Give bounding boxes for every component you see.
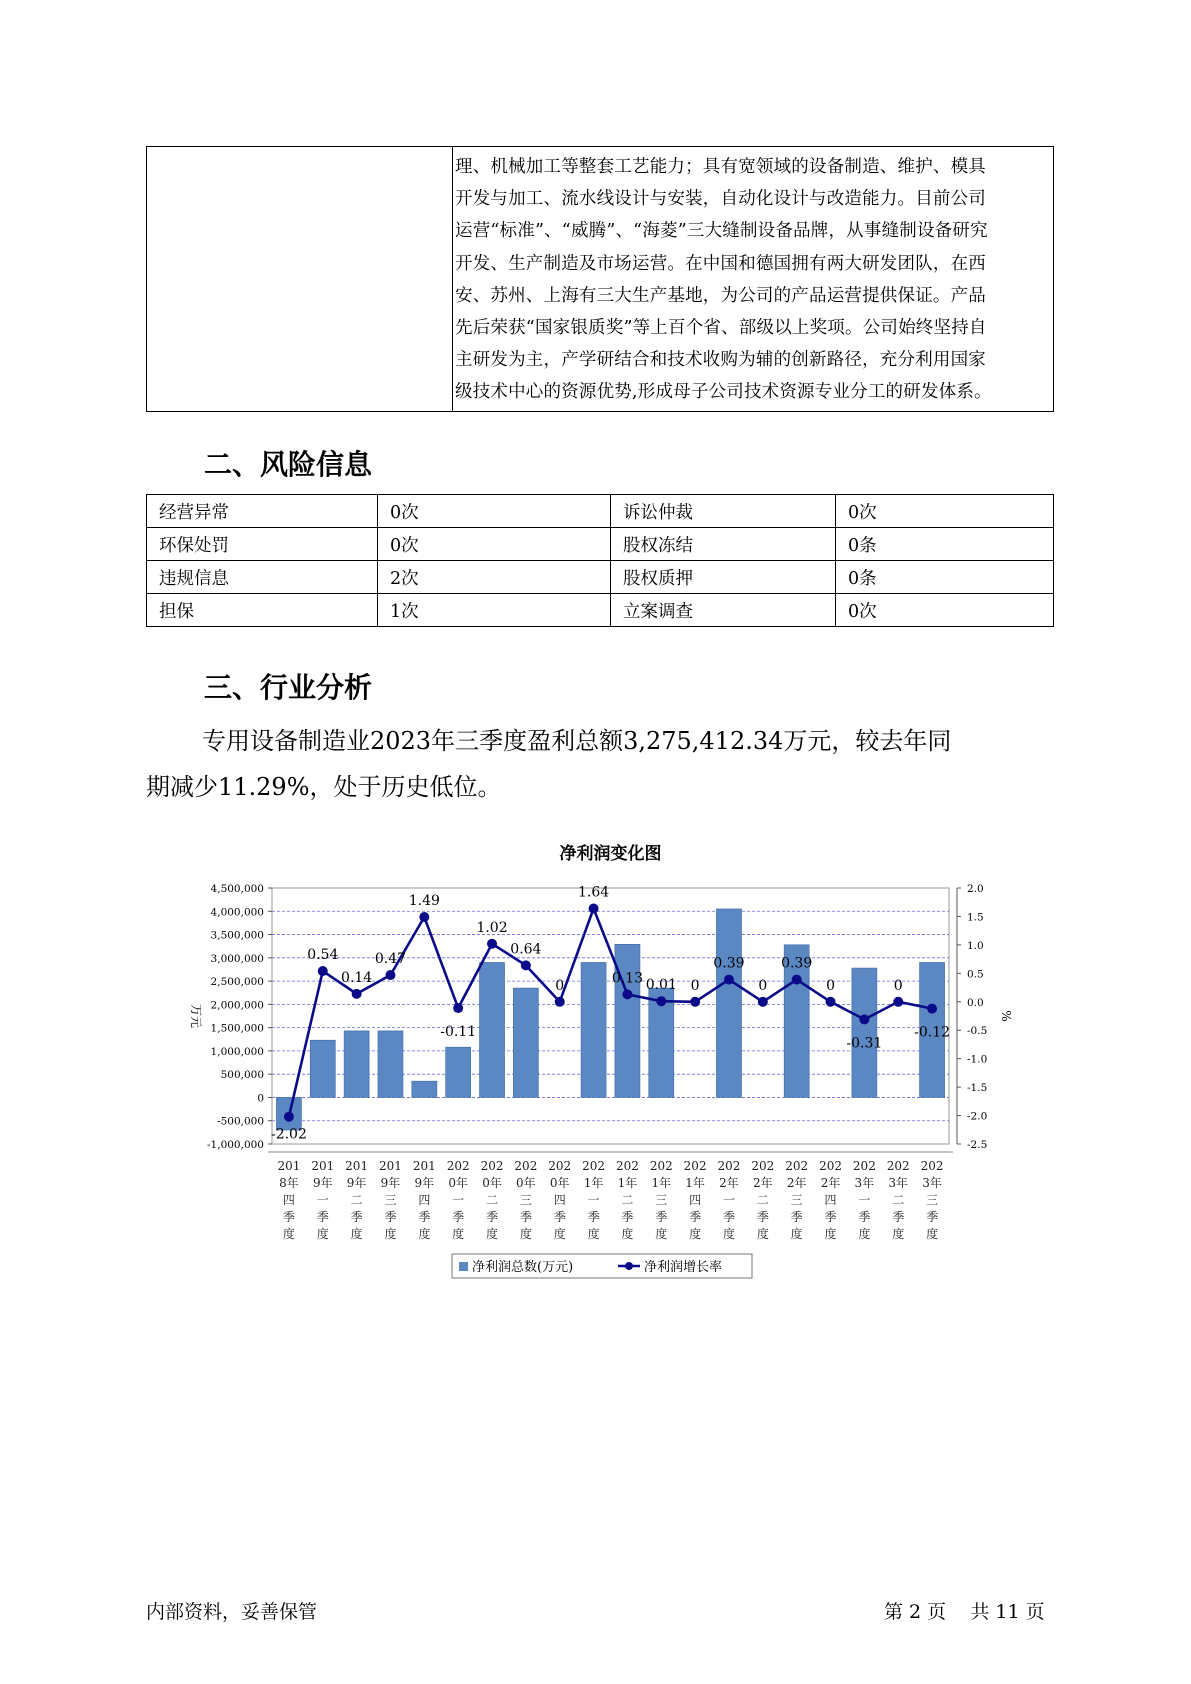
x-tick-label: 202	[819, 1159, 842, 1173]
x-tick-label: 三	[926, 1193, 939, 1207]
growth-data-label: 0	[690, 977, 700, 994]
x-tick-label: 1年	[651, 1176, 672, 1190]
y-left-tick-label: 4,000,000	[210, 906, 264, 919]
growth-data-label: 0.39	[781, 955, 813, 972]
growth-point	[284, 1112, 294, 1122]
y-left-tick-label: 3,000,000	[210, 952, 264, 965]
growth-data-label: 0.01	[645, 977, 677, 994]
growth-data-label: 0.64	[510, 941, 542, 958]
x-tick-label: 度	[790, 1227, 803, 1241]
risk-value: 0条	[836, 528, 1054, 561]
x-tick-label: 1年	[685, 1176, 705, 1190]
x-tick-label: 季	[553, 1210, 566, 1224]
y-right-tick-label: -1.0	[967, 1053, 988, 1066]
footer-page-number: 第 2 页 共 11 页	[884, 1601, 1045, 1623]
x-tick-label: 二	[486, 1193, 499, 1207]
y-left-tick-label: 3,500,000	[210, 929, 264, 942]
chart-title: 净利润变化图	[559, 844, 662, 864]
x-tick-label: 2年	[753, 1176, 773, 1190]
growth-point	[487, 939, 497, 949]
table-row	[147, 594, 1054, 627]
x-tick-label: 度	[655, 1227, 668, 1241]
bar	[310, 1040, 335, 1097]
x-tick-label: 202	[717, 1159, 741, 1173]
x-tick-label: 度	[621, 1227, 634, 1241]
x-tick-label: 度	[858, 1227, 871, 1241]
y-right-tick-label: -1.5	[967, 1082, 988, 1095]
intro-line: 先后荣获“国家银质奖”等上百个省、部级以上奖项。公司始终坚持自	[455, 318, 987, 339]
x-tick-label: 202	[514, 1159, 538, 1173]
industry-paragraph-line: 期减少11.29%，处于历史低位。	[146, 773, 502, 801]
x-tick-label: 度	[722, 1227, 735, 1241]
growth-point	[826, 997, 836, 1007]
growth-point	[453, 1003, 463, 1013]
intro-line: 主研发为主，产学研结合和技术收购为辅的创新路径，充分利用国家	[455, 350, 986, 371]
growth-data-label: 0.47	[374, 951, 407, 968]
x-tick-label: 二	[756, 1193, 769, 1207]
x-tick-label: 季	[418, 1210, 431, 1224]
x-tick-label: 度	[316, 1227, 329, 1241]
risk-value: 0次	[836, 495, 1054, 528]
x-tick-label: 度	[452, 1227, 465, 1241]
footer-confidential: 内部资料，妥善保管	[146, 1601, 318, 1623]
growth-point	[792, 975, 802, 985]
x-tick-label: 二	[621, 1193, 634, 1207]
x-tick-label: 2年	[786, 1176, 807, 1190]
risk-heading: 二、风险信息	[204, 448, 373, 481]
risk-label: 诉讼仲裁	[611, 495, 836, 528]
x-tick-label: 一	[316, 1193, 329, 1207]
intro-text-cell	[453, 147, 1054, 412]
y-right-tick-label: 0.5	[967, 968, 984, 981]
legend-line-label: 净利润增长率	[644, 1260, 723, 1275]
company-intro-table	[146, 146, 1054, 412]
x-tick-label: 季	[689, 1210, 702, 1224]
legend-line-marker	[625, 1262, 633, 1270]
x-tick-label: 3年	[888, 1176, 909, 1190]
growth-data-label: -0.12	[914, 1024, 951, 1041]
x-tick-label: 202	[649, 1159, 673, 1173]
y-right-tick-label: -2.0	[967, 1110, 988, 1123]
risk-table	[146, 494, 1054, 627]
x-tick-label: 202	[785, 1159, 809, 1173]
x-tick-label: 季	[587, 1210, 600, 1224]
x-tick-label: 三	[655, 1193, 668, 1207]
bar	[480, 962, 505, 1097]
y-left-tick-label: 500,000	[220, 1069, 264, 1082]
growth-point	[352, 989, 362, 999]
x-tick-label: 202	[683, 1159, 707, 1173]
x-tick-label: 202	[480, 1159, 504, 1173]
y-left-tick-label: 2,000,000	[210, 999, 264, 1012]
x-tick-label: 9年	[414, 1176, 435, 1190]
growth-data-label: 0	[826, 977, 835, 994]
x-tick-label: 202	[920, 1159, 944, 1173]
y-left-axis-title: 万元	[189, 1003, 203, 1029]
x-tick-label: 三	[384, 1193, 397, 1207]
risk-value: 1次	[378, 594, 611, 627]
x-tick-label: 9年	[312, 1176, 333, 1190]
risk-value: 0次	[836, 594, 1054, 627]
growth-point	[318, 966, 328, 976]
x-tick-label: 0年	[448, 1176, 468, 1190]
y-left-tick-label: 1,500,000	[210, 1022, 264, 1035]
risk-value: 0条	[836, 561, 1054, 594]
y-left-tick-label: -500,000	[217, 1115, 264, 1128]
growth-point	[555, 997, 565, 1007]
risk-label: 经营异常	[147, 495, 378, 528]
growth-data-label: 0	[758, 977, 768, 994]
x-tick-label: 四	[689, 1193, 702, 1207]
industry-heading: 三、行业分析	[204, 671, 373, 704]
x-tick-label: 一	[722, 1193, 735, 1207]
bar	[412, 1081, 437, 1097]
growth-point	[589, 903, 599, 913]
x-tick-label: 度	[384, 1227, 397, 1241]
growth-point	[690, 997, 700, 1007]
y-right-tick-label: 0.0	[967, 996, 984, 1009]
bar	[344, 1031, 369, 1098]
growth-point	[893, 997, 903, 1007]
x-tick-label: 度	[418, 1227, 431, 1241]
x-tick-label: 季	[316, 1210, 329, 1224]
bar	[615, 944, 640, 1097]
risk-value: 0次	[378, 528, 611, 561]
x-tick-label: 四	[282, 1193, 295, 1207]
x-tick-label: 季	[282, 1210, 295, 1224]
growth-point	[859, 1014, 869, 1024]
intro-line: 开发、生产制造及市场运营。在中国和德国拥有两大研发团队，在西	[455, 253, 986, 274]
growth-point	[724, 975, 734, 985]
industry-paragraph-line: 专用设备制造业2023年三季度盈利总额3,275,412.34万元，较去年同	[202, 727, 952, 755]
risk-label: 立案调查	[611, 594, 836, 627]
x-tick-label: 0年	[516, 1176, 536, 1190]
bar	[378, 1031, 403, 1098]
intro-label-cell	[147, 147, 453, 412]
x-tick-label: 1年	[617, 1176, 638, 1190]
x-tick-label: 9年	[380, 1176, 401, 1190]
growth-point	[656, 996, 666, 1006]
x-tick-label: 度	[519, 1227, 532, 1241]
x-tick-label: 3年	[854, 1176, 875, 1190]
growth-data-label: 0.39	[713, 955, 745, 972]
bar	[446, 1047, 471, 1097]
y-left-tick-label: 0	[257, 1092, 264, 1105]
bar	[716, 909, 741, 1098]
intro-line: 安、苏州、上海有三大生产基地，为公司的产品运营提供保证。产品	[455, 285, 986, 306]
growth-point	[622, 989, 632, 999]
x-tick-label: 201	[345, 1159, 369, 1173]
x-tick-label: 度	[926, 1227, 939, 1241]
growth-data-label: -0.31	[846, 1035, 883, 1052]
x-tick-label: 度	[689, 1227, 702, 1241]
x-tick-label: 一	[858, 1193, 871, 1207]
net-profit-chart	[176, 832, 1016, 1302]
x-tick-label: 季	[892, 1210, 905, 1224]
bar	[581, 962, 606, 1097]
y-right-tick-label: 1.0	[967, 939, 984, 952]
growth-data-label: 1.64	[577, 884, 610, 901]
legend-bar-swatch	[459, 1262, 468, 1271]
x-tick-label: 度	[553, 1227, 566, 1241]
growth-point	[419, 912, 429, 922]
y-right-axis-title: %	[999, 1010, 1013, 1022]
intro-line: 开发与加工、流水线设计与安装，自动化设计与改造能力。目前公司	[455, 189, 986, 210]
growth-point	[927, 1004, 937, 1014]
growth-data-label: -2.02	[270, 1126, 307, 1143]
x-tick-label: 四	[824, 1193, 837, 1207]
intro-line: 运营“标准”、“威腾”、“海菱”三大缝制设备品牌，从事缝制设备研究	[455, 221, 988, 242]
y-right-tick-label: 2.0	[967, 883, 984, 895]
risk-label: 违规信息	[147, 561, 378, 594]
x-tick-label: 二	[350, 1193, 363, 1207]
x-tick-label: 度	[892, 1227, 905, 1241]
x-tick-label: 1年	[583, 1176, 604, 1190]
x-tick-label: 202	[446, 1159, 470, 1173]
bar	[513, 988, 538, 1097]
x-tick-label: 0年	[549, 1176, 570, 1190]
x-tick-label: 202	[852, 1159, 876, 1173]
growth-data-label: 0.14	[341, 969, 373, 986]
y-right-tick-label: -2.5	[967, 1139, 988, 1151]
growth-data-label: 1.02	[476, 919, 508, 936]
x-tick-label: 8年	[279, 1176, 299, 1190]
y-left-tick-label: 2,500,000	[210, 976, 264, 989]
y-right-tick-label: -0.5	[967, 1025, 988, 1038]
y-left-tick-label: -1,000,000	[207, 1139, 264, 1151]
table-row	[147, 528, 1054, 561]
x-tick-label: 季	[722, 1210, 735, 1224]
growth-data-label: -0.11	[440, 1024, 477, 1041]
x-tick-label: 202	[615, 1159, 639, 1173]
x-tick-label: 三	[790, 1193, 803, 1207]
risk-label: 担保	[147, 594, 378, 627]
y-left-tick-label: 4,500,000	[210, 883, 264, 895]
risk-value: 0次	[378, 495, 611, 528]
x-tick-label: 季	[486, 1210, 499, 1224]
x-tick-label: 季	[519, 1210, 532, 1224]
x-tick-label: 季	[790, 1210, 803, 1224]
growth-data-label: 1.49	[408, 893, 440, 910]
risk-value: 2次	[378, 561, 611, 594]
table-row	[147, 561, 1054, 594]
x-tick-label: 202	[548, 1159, 572, 1173]
growth-point	[385, 970, 395, 980]
growth-point	[758, 997, 768, 1007]
industry-paragraph	[146, 718, 1054, 810]
x-tick-label: 季	[621, 1210, 634, 1224]
x-tick-label: 三	[519, 1193, 532, 1207]
y-left-tick-label: 1,000,000	[210, 1045, 264, 1058]
legend-bar-label: 净利润总数(万元)	[472, 1260, 574, 1275]
risk-label: 环保处罚	[147, 528, 378, 561]
x-tick-label: 0年	[482, 1176, 502, 1190]
risk-label: 股权质押	[611, 561, 836, 594]
x-tick-label: 季	[384, 1210, 397, 1224]
x-tick-label: 201	[379, 1159, 402, 1173]
x-tick-label: 度	[824, 1227, 837, 1241]
growth-point	[521, 960, 531, 970]
x-tick-label: 季	[926, 1210, 939, 1224]
risk-label: 股权冻结	[611, 528, 836, 561]
x-tick-label: 202	[751, 1159, 775, 1173]
x-tick-label: 202	[886, 1159, 910, 1173]
y-right-tick-label: 1.5	[967, 911, 984, 924]
x-tick-label: 2年	[719, 1176, 739, 1190]
x-tick-label: 季	[756, 1210, 769, 1224]
x-tick-label: 度	[756, 1227, 769, 1241]
x-tick-label: 201	[412, 1159, 436, 1173]
x-tick-label: 季	[350, 1210, 363, 1224]
x-tick-label: 9年	[346, 1176, 367, 1190]
intro-line: 理、机械加工等整套工艺能力；具有宽领域的设备制造、维护、模具	[455, 157, 986, 177]
x-tick-label: 3年	[922, 1176, 942, 1190]
plot-area	[272, 888, 949, 1144]
x-tick-label: 度	[587, 1227, 600, 1241]
x-tick-label: 二	[892, 1193, 905, 1207]
intro-line: 级技术中心的资源优势,形成母子公司技术资源专业分工的研发体系。	[455, 382, 992, 403]
growth-data-label: 0.54	[307, 947, 339, 964]
bar	[852, 968, 877, 1097]
x-tick-label: 四	[553, 1193, 566, 1207]
table-row	[147, 495, 1054, 528]
x-tick-label: 2年	[820, 1176, 841, 1190]
x-tick-label: 201	[277, 1159, 301, 1173]
x-tick-label: 度	[282, 1227, 295, 1241]
growth-data-label: 0.13	[611, 970, 644, 987]
x-tick-label: 一	[587, 1193, 600, 1207]
x-tick-label: 季	[655, 1210, 668, 1224]
x-tick-label: 季	[824, 1210, 837, 1224]
x-tick-label: 202	[582, 1159, 606, 1173]
x-tick-label: 201	[311, 1159, 335, 1173]
growth-data-label: 0	[555, 977, 565, 994]
x-tick-label: 一	[452, 1193, 465, 1207]
x-tick-label: 季	[858, 1210, 871, 1224]
x-tick-label: 四	[418, 1193, 431, 1207]
growth-data-label: 0	[893, 977, 903, 994]
x-tick-label: 季	[452, 1210, 465, 1224]
x-tick-label: 度	[486, 1227, 499, 1241]
x-tick-label: 度	[350, 1227, 363, 1241]
